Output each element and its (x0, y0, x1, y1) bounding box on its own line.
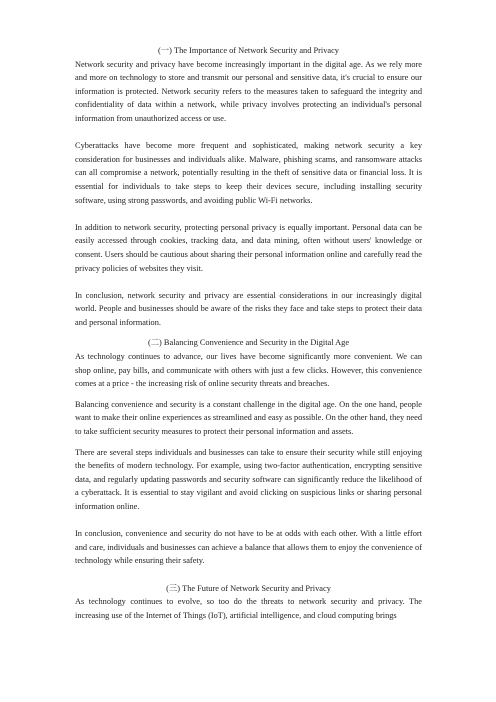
paragraph: In addition to network security, protecting personal privacy is equally important. Personal data can be easily accessed through cookies, tracking data, and data mining, often without users' knowledge or consent. Users should be cautious about sharing their personal information online and carefully read the privacy policies of websites they visit. (75, 222, 422, 273)
paragraph: In conclusion, convenience and security do not have to be at odds with each other. With a little effort and care, individuals and businesses can achieve a balance that allows them to enjoy the convenience of technology while ensuring their safety. (75, 529, 422, 566)
paragraph: As technology continues to advance, our lives have become significantly more convenient. We can shop online, pay bills, and communicate with others with just a few clicks. However, this convenience comes at a price - the increasing risk of online security threats and breaches. (75, 352, 422, 389)
section-heading-2: (二) Balancing Convenience and Security in the Digital Age (147, 338, 350, 348)
paragraph: Balancing convenience and security is a constant challenge in the digital age. On the one hand, people want to make their online experiences as streamlined and easy as possible. On the other hand, they need to take sufficient security measures to protect their personal information and assets. (75, 399, 422, 437)
paragraph: Network security and privacy have become increasingly important in the digital age. As we rely more and more on technology to store and transmit our personal and sensitive data, it's crucial to ensure our information is protected. Network security refers to the measures taken to safeguard the integrity and confidentiality of data within a network, while privacy involves protecting an individual's personal information from unauthorized access or use. (75, 59, 422, 123)
paragraph: There are several steps individuals and businesses can take to ensure their security while still enjoying the benefits of modern technology. For example, using two-factor authentication, encrypting sensitive data, and regularly updating passwords and security software can significantly reduce the likelihood of a cyberattack. It is essential to stay vigilant and avoid clicking on suspicious links or sharing personal information online. (75, 447, 422, 511)
section-heading-1: (一) The Importance of Network Security and Privacy (158, 46, 339, 55)
paragraph: Cyberattacks have become more frequent and sophisticated, making network security a key consideration for businesses and individuals alike. Malware, phishing scams, and ransomware attacks can all compromise a network, potentially resulting in the theft of sensitive data or financial loss. It is essential for individuals to take steps to keep their devices secure, including installing security software, using strong passwords, and avoiding public Wi-Fi networks. (75, 141, 422, 205)
section-heading-3: (三) The Future of Network Security and Privacy (166, 583, 331, 593)
paragraph: In conclusion, network security and privacy are essential considerations in our increasingly digital world. People and businesses should be aware of the risks they face and take steps to protect their data and personal information. (75, 290, 422, 327)
paragraph: As technology continues to evolve, so too do the threats to network security and privacy. The increasing use of the Internet of Things (IoT), artificial intelligence, and cloud computing brings (75, 597, 422, 620)
document-body (75, 44, 422, 622)
